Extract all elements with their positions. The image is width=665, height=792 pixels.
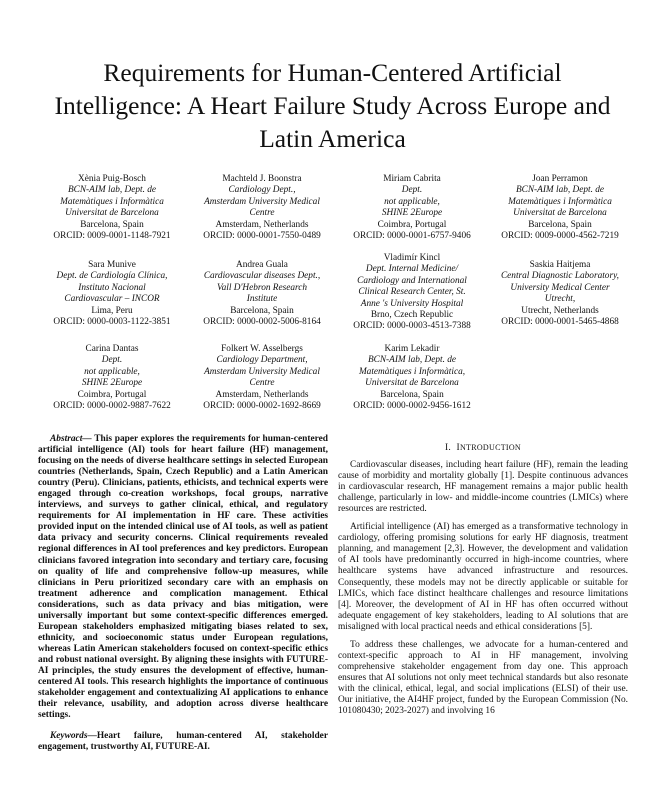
author-card	[187, 344, 337, 412]
author-name: Vladimír Kincl	[383, 253, 441, 263]
author-card	[37, 260, 187, 328]
author-card	[337, 344, 487, 412]
author-orcid: ORCID: 0000-0002-5006-8164	[203, 317, 321, 328]
author-affiliation-line: Cardiology and International	[357, 275, 467, 286]
author-card	[37, 174, 187, 242]
author-affiliation-line: University Medical Center	[510, 282, 610, 293]
keywords	[38, 731, 328, 753]
paper-title: Requirements for Human-Centered Artificial Intelligence: A Heart Failure Study Across Europe and Latin America	[54, 58, 611, 153]
right-column	[338, 434, 628, 724]
author-orcid: ORCID: 0000-0002-1692-8669	[203, 401, 321, 412]
author-orcid: ORCID: 0000-0001-7550-0489	[203, 231, 321, 242]
author-card	[337, 253, 487, 333]
author-affiliation-line: SHINE 2Europe	[381, 208, 443, 219]
author-location: Barcelona, Spain	[380, 389, 444, 400]
author-affiliation-line: Matemàtiques i Informàtica	[508, 196, 612, 207]
keywords-text: Heart failure, human-centered AI, stakeholder engagement, trustworthy AI, FUTURE-AI.	[38, 731, 328, 753]
author-affiliation-line: not applicable,	[384, 196, 440, 207]
author-affiliation-line: Dept.	[401, 185, 423, 196]
author-location: Coimbra, Portugal	[377, 219, 447, 230]
author-affiliation-line: BCN-AIM lab, Dept. de	[515, 185, 605, 196]
intro-paragraph: Artificial intelligence (AI) has emerged as a transformative technology in cardiology, offering promising solutions for early HF diagnosis, treatment planning, and management [2,3]. However, the development and validation of AI tools have predominantly occurred in high-income countries, where healthcare systems have advanced infrastructure and resources. Consequently, these models may not be directly applicable or suitable for LMICs, which face distinct healthcare challenges and resource limitations [4]. Moreover, the development of AI in HF has often occurred without adequate engagement of key stakeholders, leading to AI solutions that are misaligned with local practical needs and ethical considerations [5].	[338, 522, 628, 632]
author-name: Miriam Cabrita	[383, 174, 441, 184]
author-affiliation-line: SHINE 2Europe	[81, 378, 143, 389]
keywords-label: Keywords—	[50, 731, 97, 742]
author-orcid: ORCID: 0009-0000-4562-7219	[501, 231, 619, 242]
author-affiliation-line: Centre	[249, 208, 275, 219]
author-affiliation-line: Amsterdam University Medical	[204, 196, 320, 207]
author-affiliation-line: Cardiology Dept.,	[228, 185, 296, 196]
author-location: Utrecht, Netherlands	[521, 305, 599, 316]
section-number: I.	[444, 443, 452, 453]
author-affiliation-line: Instituto Nacional	[78, 282, 146, 293]
author-affiliation-line: BCN-AIM lab, Dept. de	[67, 185, 157, 196]
author-name: Sara Munive	[88, 260, 136, 270]
author-card	[37, 344, 187, 412]
author-affiliation-line: Dept. Internal Medicine/	[365, 264, 459, 275]
author-name: Saskia Haitjema	[529, 260, 591, 270]
author-affiliation-line: Universitat de Barcelona	[513, 208, 607, 219]
author-orcid: ORCID: 0000-0003-1122-3851	[53, 317, 171, 328]
section-heading	[338, 442, 628, 454]
author-card	[187, 174, 337, 242]
author-affiliation-line: BCN-AIM lab, Dept. de	[367, 355, 457, 366]
author-affiliation-line: Vall D'Hebron Research	[216, 282, 308, 293]
author-affiliation-line: Central Diagnostic Laboratory,	[500, 271, 620, 282]
author-orcid: ORCID: 0000-0002-9456-1612	[353, 401, 471, 412]
author-affiliation-line: Cardiology Department,	[216, 355, 308, 366]
author-affiliation-line: Matemàtiques i Informàtica	[60, 196, 164, 207]
author-name: Folkert W. Asselbergs	[221, 344, 303, 354]
author-orcid: ORCID: 0000-0001-5465-4868	[501, 317, 619, 328]
author-orcid: ORCID: 0000-0002-9887-7622	[53, 401, 171, 412]
author-card	[187, 260, 337, 328]
author-affiliation-line: Cardiovascular diseases Dept.,	[203, 271, 321, 282]
author-name: Xènia Puig-Bosch	[78, 174, 146, 184]
abstract	[38, 434, 328, 721]
author-name: Joan Perramon	[532, 174, 588, 184]
section-name-rest: NTRODUCTION	[459, 443, 522, 452]
author-location: Lima, Peru	[91, 305, 133, 316]
section-name-initial: I	[456, 443, 460, 453]
author-location: Barcelona, Spain	[230, 305, 294, 316]
author-affiliation-line: not applicable,	[84, 366, 140, 377]
author-name: Machteld J. Boonstra	[222, 174, 302, 184]
author-name: Karim Lekadir	[384, 344, 440, 354]
author-affiliation-line: Anne 's University Hospital	[360, 298, 464, 309]
author-location: Amsterdam, Netherlands	[215, 389, 309, 400]
author-affiliation-line: Matemàtiques i Informàtica,	[358, 366, 466, 377]
author-card	[485, 174, 635, 242]
author-affiliation-line: Dept. de Cardiología Clínica,	[56, 271, 168, 282]
author-affiliation-line: Utrecht,	[544, 294, 576, 305]
author-affiliation-line: Amsterdam University Medical	[204, 366, 320, 377]
abstract-text: This paper explores the requirements for human-centered artificial intelligence (AI) tools for heart failure (HF) management, focusing on the needs of diverse healthcare settings in selected European countries (Netherlands, Spain, Czech Republic) and a Latin American country (Peru). Clinicians, patients, ethicists, and technical experts were engaged through co-creation workshops, focal groups, narrative interviews, and surveys to gather clinical, ethical, and regulatory requirements for AI implementation in HF care. These activities provided input on the intended clinical use of AI tools, as well as patient data privacy and security concerns. Clinical requirements revealed regional differences in AI tool preferences and key predictors. European clinicians favored integration into secondary and tertiary care, focusing on quality of life and comprehensive follow-up measures, while clinicians in Peru prioritized secondary care with an emphasis on treatment adherence and complication management. Ethical considerations, such as data privacy and bias mitigation, were universally important but some context-specific differences emerged. European stakeholders emphasized mitigating biases related to sex, ethnicity, and socioeconomic status under European regulations, whereas Latin American stakeholders focused on context-specific ethics and robust national oversight. By aligning these insights with FUTURE-AI principles, the study ensures the development of effective, human-centered AI tools. This research highlights the importance of continuous stakeholder engagement and contextualizing AI applications to enhance their relevance, usability, and adoption across diverse healthcare settings.	[38, 434, 328, 721]
intro-paragraph: To address these challenges, we advocate for a human-centered and context-specific approach to AI in HF management, involving comprehensive stakeholder engagement from day one. This approach ensures that AI solutions not only meet technical standards but also resonate with the clinical, ethical, legal, and social implications (ELSI) of their use. Our initiative, the AI4HF project, funded by the European Commission (No. 101080430; 2023-2027) and involving 16	[338, 639, 628, 717]
author-card	[485, 260, 635, 328]
author-name: Carina Dantas	[85, 344, 139, 354]
author-name: Andrea Guala	[236, 260, 288, 270]
author-orcid: ORCID: 0009-0001-1148-7921	[53, 231, 171, 242]
abstract-label: Abstract—	[50, 434, 92, 444]
author-location: Amsterdam, Netherlands	[215, 219, 309, 230]
author-affiliation-line: Universitat de Barcelona	[65, 208, 159, 219]
author-orcid: ORCID: 0000-0003-4513-7388	[353, 321, 471, 332]
author-location: Coimbra, Portugal	[77, 389, 147, 400]
author-location: Brno, Czech Republic	[370, 310, 454, 321]
author-affiliation-line: Clinical Research Center, St.	[358, 287, 466, 298]
author-orcid: ORCID: 0000-0001-6757-9406	[353, 231, 471, 242]
author-affiliation-line: Universitat de Barcelona	[365, 378, 459, 389]
author-affiliation-line: Institute	[246, 294, 278, 305]
intro-paragraph: Cardiovascular diseases, including heart failure (HF), remain the leading cause of morbidity and mortality globally [1]. Despite continuous advances in cardiovascular research, HF management remains a major public health challenge, particularly in low- and middle-income countries (LMICs) where resources are restricted.	[338, 460, 628, 515]
left-column	[38, 434, 328, 753]
author-affiliation-line: Dept.	[101, 355, 123, 366]
author-affiliation-line: Cardiovascular – INCOR	[64, 294, 160, 305]
author-card	[337, 174, 487, 242]
author-affiliation-line: Centre	[249, 378, 275, 389]
author-location: Barcelona, Spain	[528, 219, 592, 230]
author-location: Barcelona, Spain	[80, 219, 144, 230]
